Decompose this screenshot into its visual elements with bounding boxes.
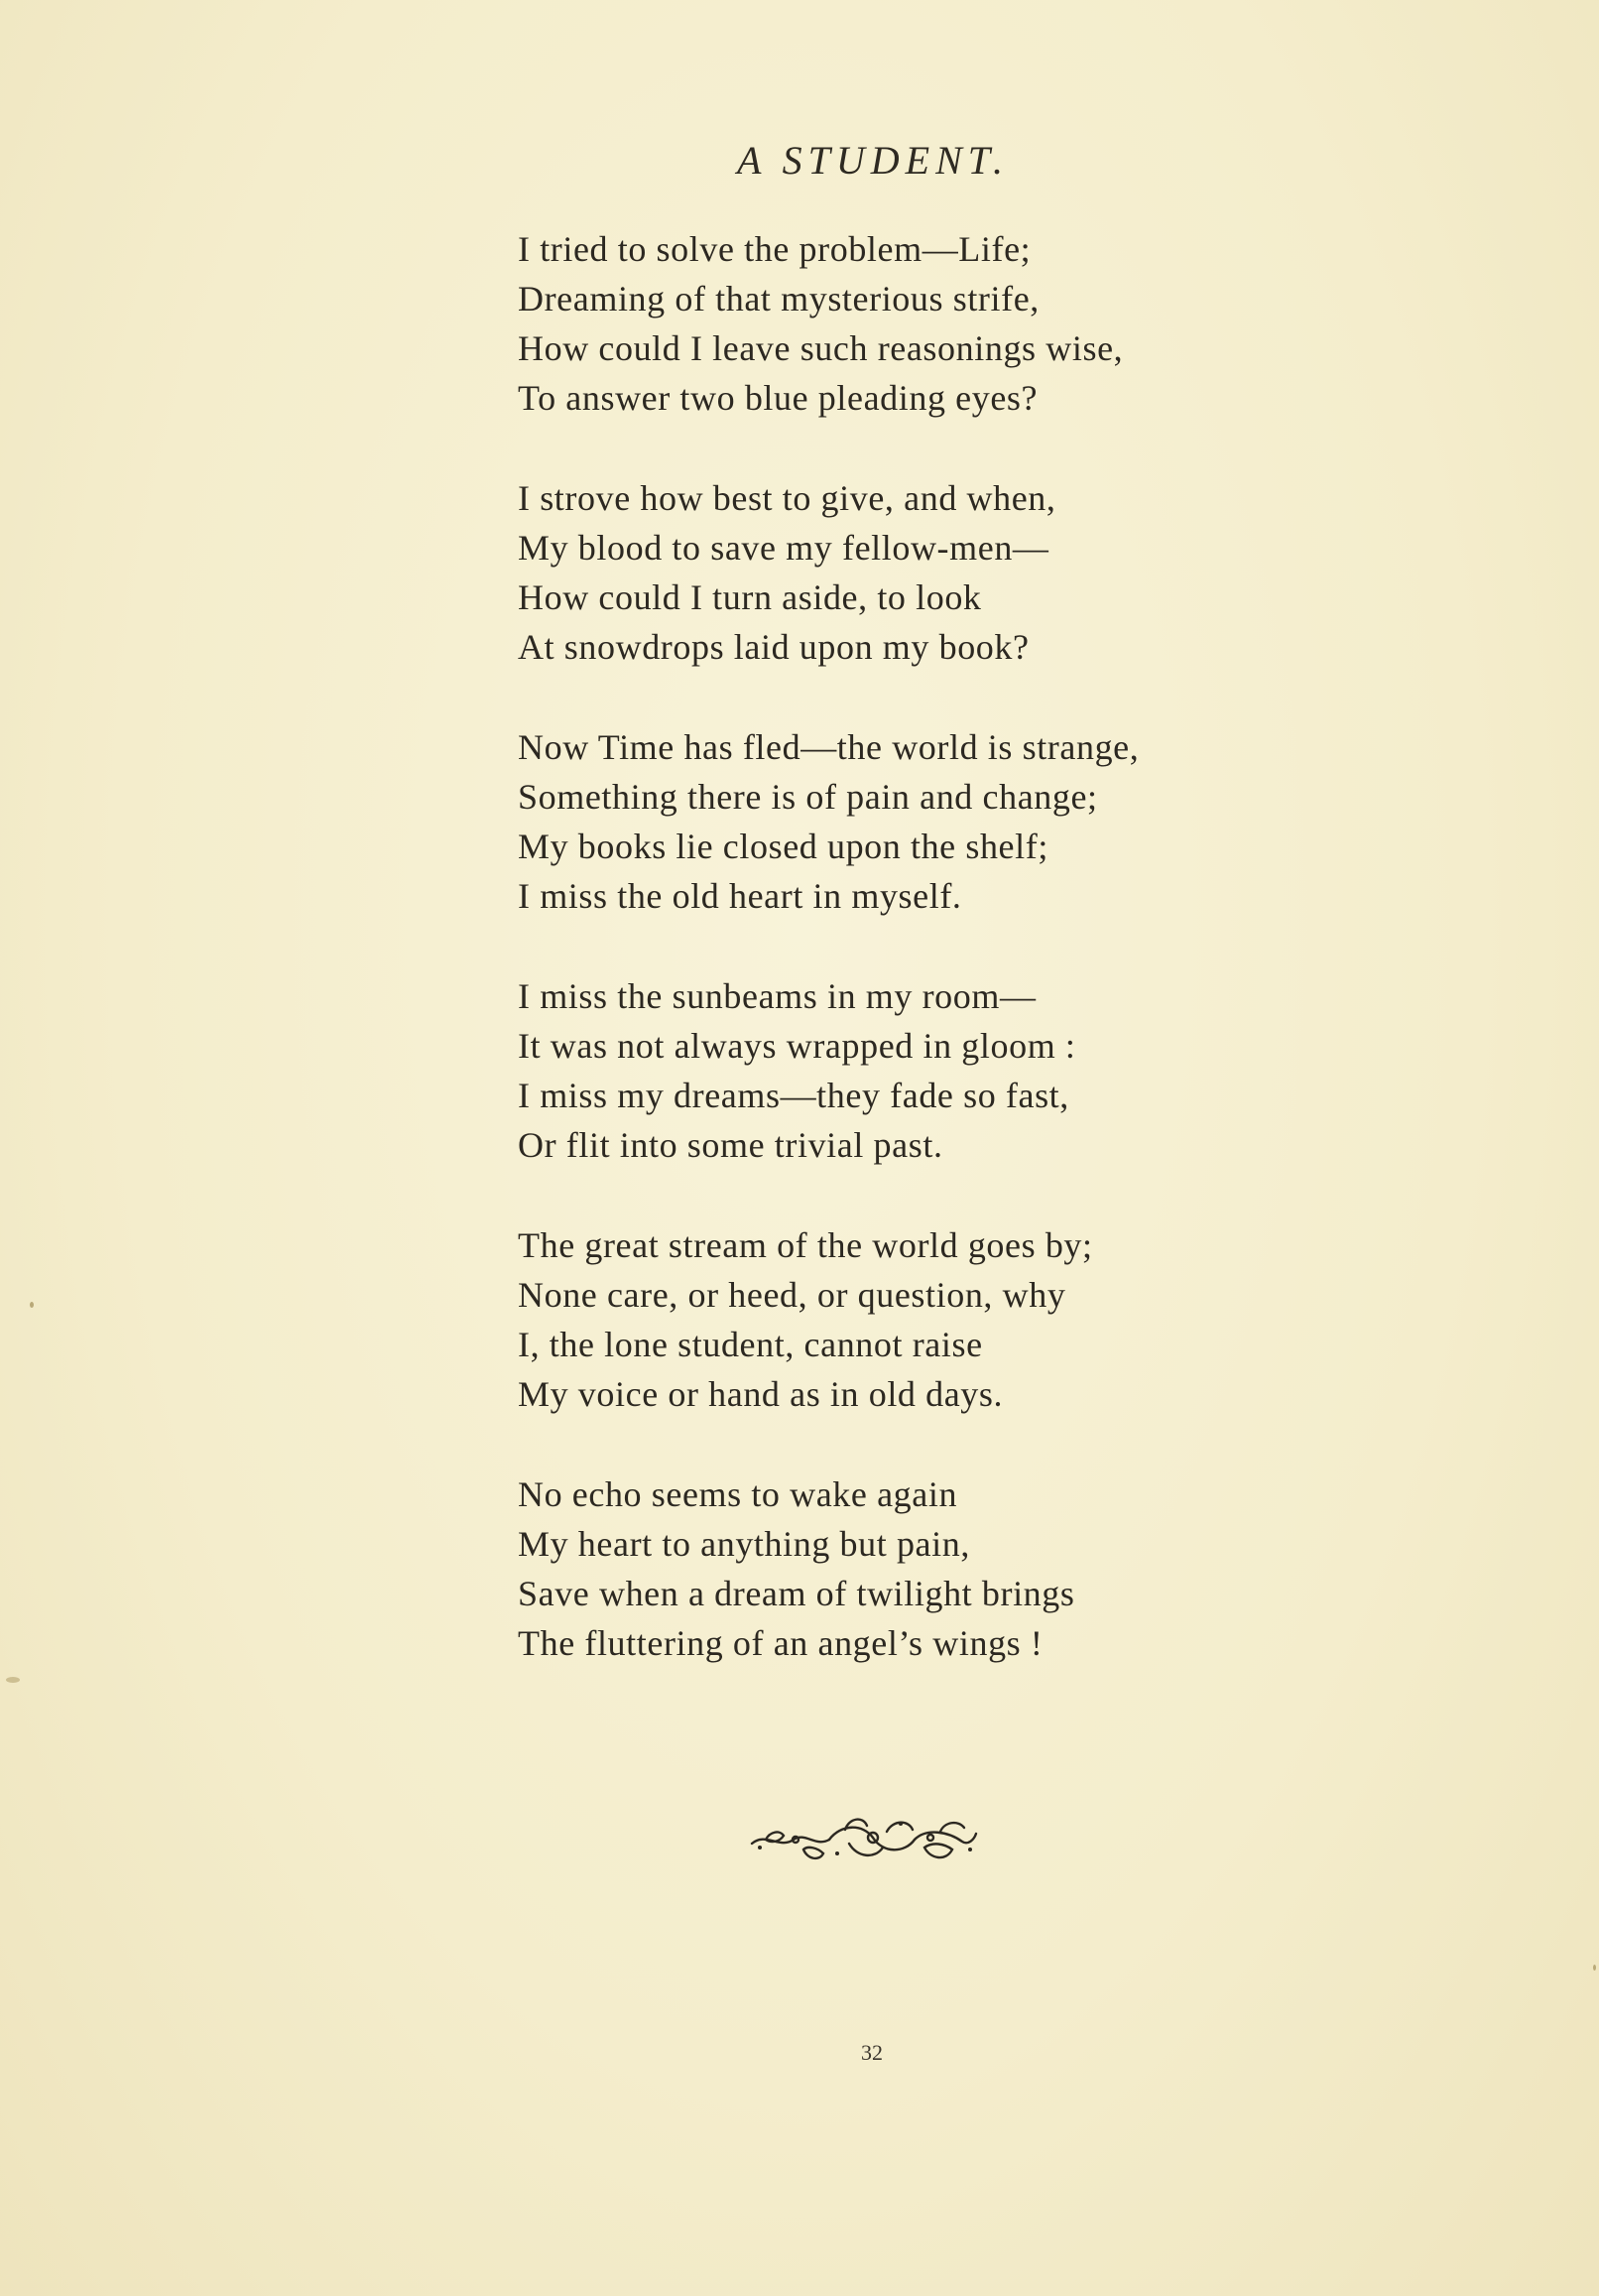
poem-line: How could I leave such reasonings wise, <box>518 328 1124 368</box>
poem-title: A STUDENT. <box>736 138 1010 183</box>
poem-body <box>518 224 1272 1719</box>
paper-speck <box>6 1677 20 1683</box>
poem-line: My voice or hand as in old days. <box>518 1374 1004 1414</box>
poem-line: I miss the sunbeams in my room— <box>518 976 1037 1016</box>
paper-speck <box>30 1302 34 1308</box>
poem-line: I, the lone student, cannot raise <box>518 1325 983 1364</box>
poem-line: My blood to save my fellow-men— <box>518 528 1049 568</box>
poem-line: I miss the old heart in myself. <box>518 876 962 916</box>
poem-line: Dreaming of that mysterious strife, <box>518 279 1040 319</box>
poem-line: To answer two blue pleading eyes? <box>518 378 1039 418</box>
poem-line: Something there is of pain and change; <box>518 777 1098 817</box>
poem-line: The great stream of the world goes by; <box>518 1225 1093 1265</box>
stanza-5 <box>518 1220 1272 1419</box>
page-number: 32 <box>861 2040 883 2065</box>
stanza-3 <box>518 722 1272 921</box>
floral-vine-ornament-icon <box>746 1810 980 1873</box>
poem-line: I tried to solve the problem—Life; <box>518 229 1032 269</box>
stanza-6 <box>518 1469 1272 1668</box>
poem-line: My heart to anything but pain, <box>518 1524 970 1564</box>
stanza-4 <box>518 971 1272 1170</box>
poem-line: No echo seems to wake again <box>518 1474 958 1514</box>
poem-line: At snowdrops laid upon my book? <box>518 627 1030 667</box>
poem-line: The fluttering of an angel’s wings ! <box>518 1623 1044 1663</box>
poem-line: My books lie closed upon the shelf; <box>518 827 1048 866</box>
poem-line: It was not always wrapped in gloom : <box>518 1026 1076 1066</box>
poem-line: I strove how best to give, and when, <box>518 478 1056 518</box>
stanza-1 <box>518 224 1272 423</box>
poem-line: Now Time has fled—the world is strange, <box>518 727 1140 767</box>
poem-line: I miss my dreams—they fade so fast, <box>518 1076 1069 1115</box>
poem-line: None care, or heed, or question, why <box>518 1275 1066 1315</box>
poem-line: How could I turn aside, to look <box>518 577 982 617</box>
stanza-2 <box>518 473 1272 672</box>
poem-line: Or flit into some trivial past. <box>518 1125 943 1165</box>
poem-line: Save when a dream of twilight brings <box>518 1574 1075 1613</box>
paper-speck <box>1593 1965 1596 1971</box>
